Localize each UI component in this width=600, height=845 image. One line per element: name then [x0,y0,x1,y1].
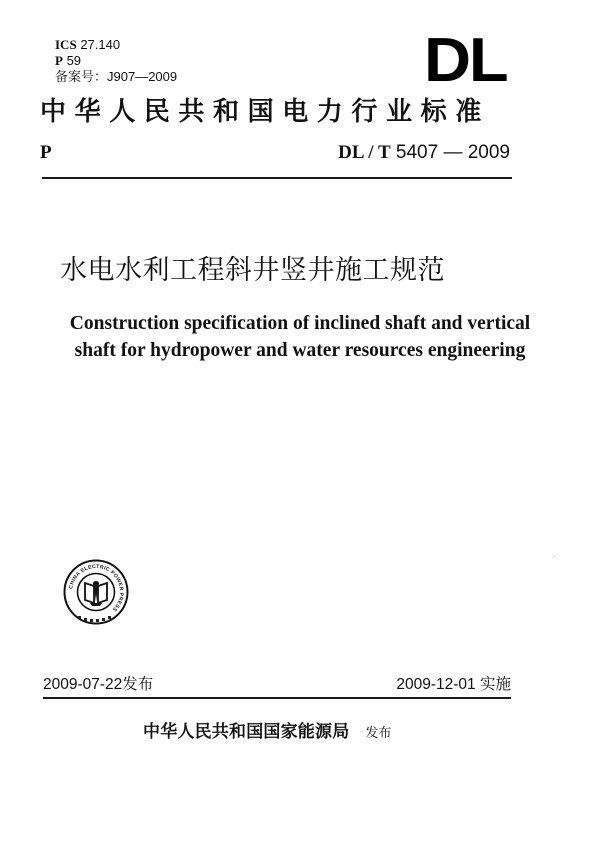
standard-code [338,141,510,165]
ccs-row [55,53,177,69]
issuing-action: 发布 [365,726,392,741]
ics-code: 27.140 [80,37,121,52]
issue-date [43,675,153,695]
implementation-date-value: 2009-12-01 [396,676,476,693]
record-number: J907—2009 [107,69,178,84]
title-chinese: 水电水利工程斜井竖井施工规范 [60,255,445,286]
title-english-line-2: shaft for hydropower and water resources engineering [74,340,526,361]
ics-row [55,37,177,53]
classification-block [55,37,177,85]
publisher-seal-icon [63,559,129,625]
title-english [30,310,570,364]
issue-date-label: 发布 [122,676,154,693]
title-english-line-1: Construction specification of inclined shaft and vertical [69,313,531,334]
standard-header: 中华人民共和国电力行业标准 [40,97,490,127]
dl-logo: DL [424,26,507,95]
standard-code-number: 5407 — 2009 [395,142,510,163]
issuing-authority [143,720,391,746]
ccs-code: 59 [66,53,82,68]
ics-label: ICS [55,37,77,52]
issue-date-value: 2009-07-22 [43,676,123,693]
footer-divider [43,697,511,699]
standard-code-prefix: DL / T [338,142,391,163]
implementation-date-label: 实施 [479,676,511,693]
standard-category: P [40,142,52,163]
implementation-date [396,675,511,695]
record-label: 备案号： [55,69,108,84]
scan-speck [553,556,555,557]
record-row [55,69,177,85]
ccs-label: P [55,53,63,68]
svg-text:CHINA ELECTRIC POWER PRESS: CHINA ELECTRIC POWER PRESS [68,563,125,613]
issuing-organization: 中华人民共和国国家能源局 [143,722,350,742]
header-divider [42,177,512,179]
